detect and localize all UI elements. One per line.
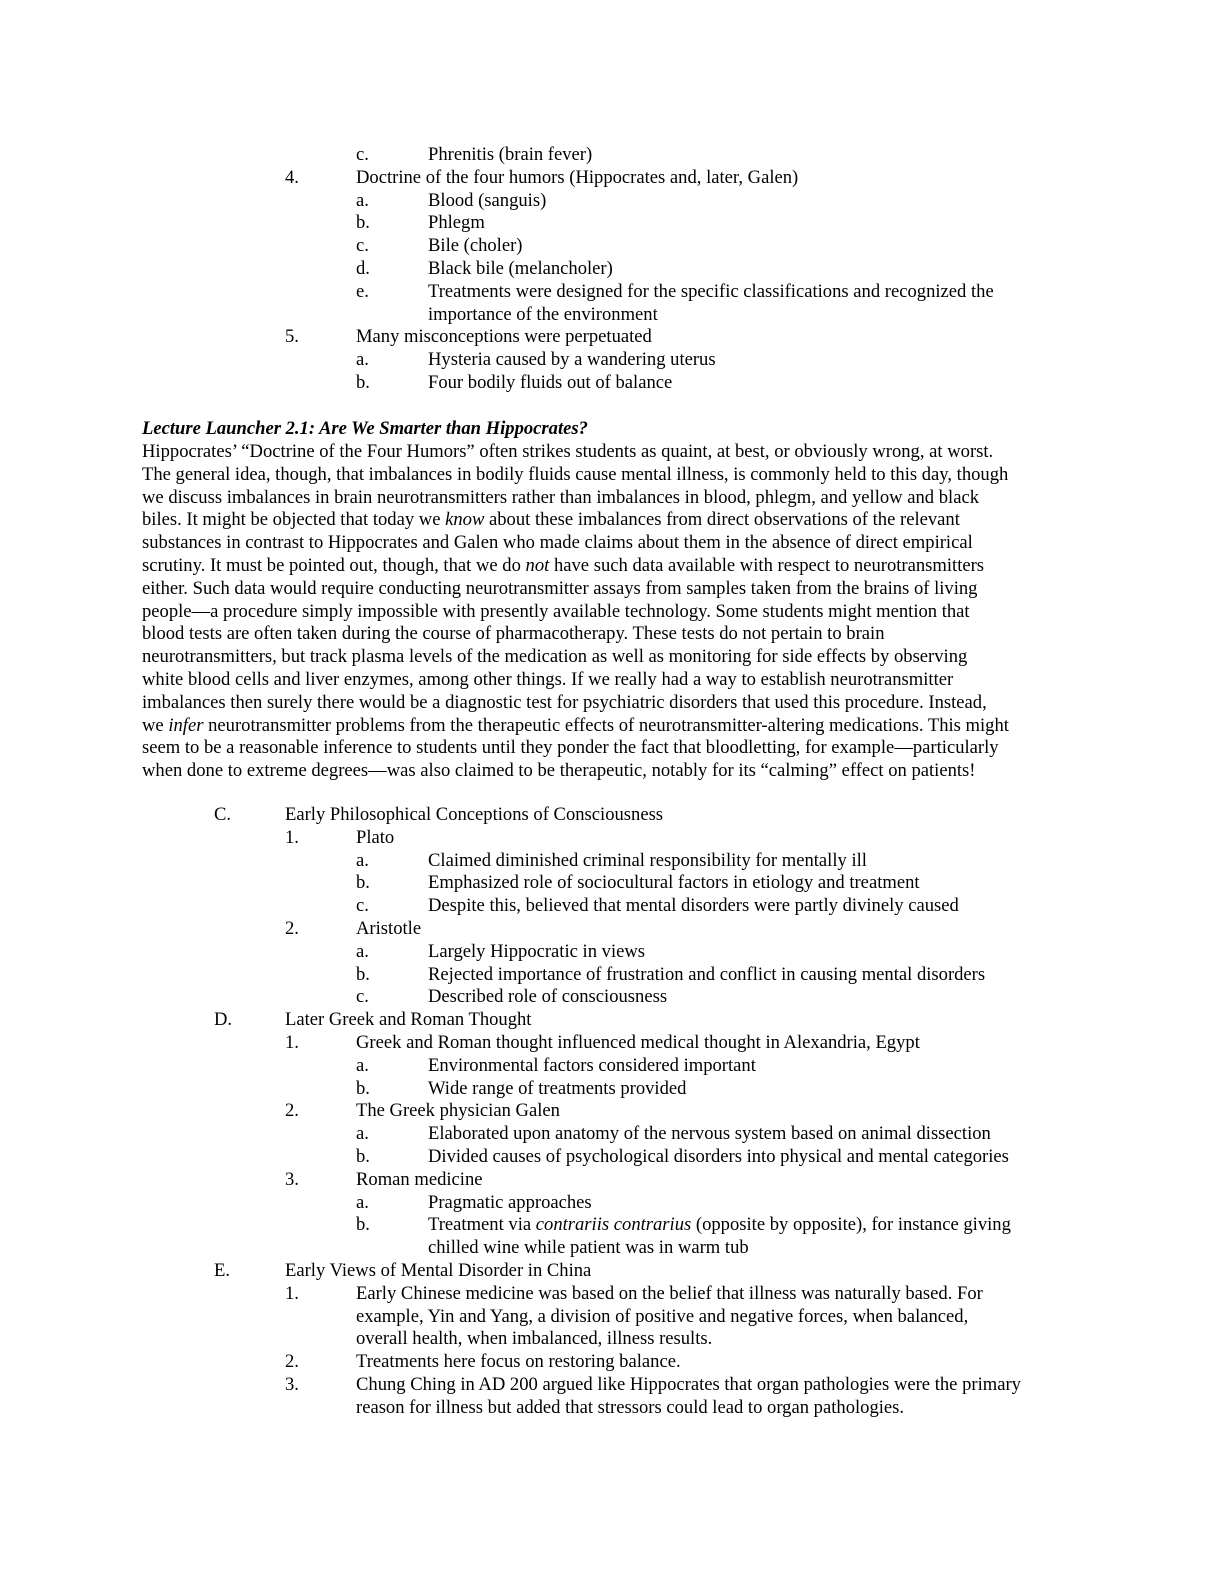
outline-label: a. bbox=[356, 849, 369, 871]
text-run: Treatment via bbox=[428, 1214, 536, 1236]
emphasis-not: not bbox=[525, 554, 550, 576]
paragraph-line: when done to extreme degrees—was also claimed to be therapeutic, notably for its “calming” effect on patients! bbox=[142, 760, 976, 782]
outline-label: E. bbox=[214, 1260, 231, 1281]
outline-item-text: Plato bbox=[356, 826, 395, 848]
outline-label: a. bbox=[356, 940, 369, 962]
outline-item-text: chilled wine while patient was in warm tub bbox=[428, 1237, 749, 1259]
outline-item-text: Environmental factors considered important bbox=[428, 1054, 756, 1076]
outline-item-text: Chung Ching in AD 200 argued like Hippocrates that organ pathologies were the primary bbox=[356, 1374, 1021, 1395]
outline-label: b. bbox=[356, 212, 370, 234]
outline-item-text: Later Greek and Roman Thought bbox=[285, 1009, 532, 1031]
outline-label: c. bbox=[356, 986, 369, 1008]
paragraph-line: either. Such data would require conducting neurotransmitter assays from samples taken from the brains of living bbox=[142, 577, 978, 599]
outline-label: 3. bbox=[285, 1168, 299, 1190]
outline-item-text: Emphasized role of sociocultural factors in etiology and treatment bbox=[428, 872, 920, 894]
outline-label: c. bbox=[356, 144, 369, 165]
outline-label: a. bbox=[356, 349, 369, 371]
outline-item-text: Described role of consciousness bbox=[428, 986, 668, 1008]
outline-label: a. bbox=[356, 1123, 369, 1145]
paragraph-line bbox=[142, 555, 1082, 578]
outline-item-text: Despite this, believed that mental disorders were partly divinely caused bbox=[428, 895, 959, 917]
outline-item-text: Early Views of Mental Disorder in China bbox=[285, 1260, 592, 1281]
paragraph-line: people—a procedure simply impossible with presently available technology. Some students might mention that bbox=[142, 600, 970, 622]
paragraph-line bbox=[142, 509, 1082, 532]
paragraph-line: we discuss imbalances in brain neurotransmitters rather than imbalances in blood, phlegm, and yellow and black bbox=[142, 486, 980, 508]
text-run: neurotransmitter problems from the therapeutic effects of neurotransmitter-altering medications. This might bbox=[203, 714, 1009, 736]
outline-label: 2. bbox=[285, 1351, 299, 1373]
outline-label: 1. bbox=[285, 1282, 299, 1304]
outline-item-text: Divided causes of psychological disorders into physical and mental categories bbox=[428, 1146, 1009, 1167]
outline-item-text: Treatments were designed for the specific classifications and recognized the bbox=[428, 280, 994, 302]
emphasis-know: know bbox=[445, 509, 485, 531]
paragraph-line: seem to be a reasonable inference to students until they ponder the fact that bloodletting, for example—particularly bbox=[142, 737, 999, 759]
paragraph-line: The general idea, though, that imbalances in bodily fluids cause mental illness, is commonly held to this day, though bbox=[142, 463, 1009, 485]
paragraph-line: substances in contrast to Hippocrates and Galen who made claims about them in the absence of direct empirical bbox=[142, 532, 973, 554]
outline-item-text: Treatments here focus on restoring balance. bbox=[356, 1351, 681, 1373]
text-run: we bbox=[142, 714, 169, 736]
outline-label: 2. bbox=[285, 1100, 299, 1122]
paragraph-line: neurotransmitters, but track plasma levels of the medication as well as monitoring for side effects by observing bbox=[142, 646, 968, 668]
text-run: (opposite by opposite), for instance giving bbox=[691, 1214, 1011, 1236]
outline-item-text: The Greek physician Galen bbox=[356, 1100, 560, 1122]
outline-label: b. bbox=[356, 1214, 370, 1236]
outline-item-text: Many misconceptions were perpetuated bbox=[356, 326, 652, 348]
lecture-launcher-title: Lecture Launcher 2.1: Are We Smarter than Hippocrates? bbox=[142, 418, 588, 439]
outline-label: 3. bbox=[285, 1374, 299, 1395]
outline-item-text bbox=[428, 1214, 1011, 1237]
outline-label: b. bbox=[356, 372, 370, 393]
paragraph-line bbox=[142, 715, 1082, 738]
outline-label: c. bbox=[356, 895, 369, 917]
outline-label: b. bbox=[356, 1077, 370, 1099]
outline-item-text: Bile (choler) bbox=[428, 235, 523, 257]
outline-item-text: Pragmatic approaches bbox=[428, 1191, 592, 1213]
outline-item-text: Roman medicine bbox=[356, 1168, 483, 1190]
outline-item-text: Black bile (melancholer) bbox=[428, 258, 613, 279]
outline-label: d. bbox=[356, 258, 370, 279]
outline-label: c. bbox=[356, 235, 369, 257]
outline-item-text: Four bodily fluids out of balance bbox=[428, 372, 673, 393]
outline-label: e. bbox=[356, 280, 369, 302]
text-run: biles. It might be objected that today we bbox=[142, 509, 446, 531]
outline-label: b. bbox=[356, 872, 370, 894]
outline-item-text: Wide range of treatments provided bbox=[428, 1077, 687, 1099]
paragraph-line: imbalances then surely there would be a diagnostic test for psychiatric disorders that used this procedure. Instead, bbox=[142, 691, 987, 713]
outline-item-text: importance of the environment bbox=[428, 303, 658, 325]
outline-item-text: Blood (sanguis) bbox=[428, 189, 547, 211]
outline-label: 5. bbox=[285, 326, 299, 348]
text-run: scrutiny. It must be pointed out, though, that we do bbox=[142, 554, 526, 576]
emphasis-latin: contrariis contrarius bbox=[535, 1214, 692, 1236]
outline-label: b. bbox=[356, 1146, 370, 1167]
outline-item-text: Phrenitis (brain fever) bbox=[428, 144, 593, 165]
outline-item-text: example, Yin and Yang, a division of positive and negative forces, when balanced, bbox=[356, 1305, 969, 1327]
outline-item-text: overall health, when imbalanced, illness results. bbox=[356, 1328, 713, 1350]
outline-label: b. bbox=[356, 963, 370, 985]
text-run: about these imbalances from direct observations of the relevant bbox=[484, 509, 960, 531]
outline-item-text: Phlegm bbox=[428, 212, 485, 234]
paragraph-line: blood tests are often taken during the course of pharmacotherapy. These tests do not pertain to brain bbox=[142, 623, 885, 645]
outline-label: a. bbox=[356, 189, 369, 211]
outline-item-text: Rejected importance of frustration and conflict in causing mental disorders bbox=[428, 963, 986, 985]
outline-item-text: Greek and Roman thought influenced medical thought in Alexandria, Egypt bbox=[356, 1032, 920, 1053]
lecture-launcher-paragraph bbox=[142, 441, 1082, 783]
outline-label: 1. bbox=[285, 826, 299, 848]
emphasis-infer: infer bbox=[168, 714, 204, 736]
outline-item-text: reason for illness but added that stressors could lead to organ pathologies. bbox=[356, 1396, 905, 1418]
outline-item-text: Early Chinese medicine was based on the belief that illness was naturally based. For bbox=[356, 1282, 983, 1304]
outline-item-text: Aristotle bbox=[356, 918, 422, 939]
outline-label: 4. bbox=[285, 166, 299, 188]
paragraph-line: white blood cells and liver enzymes, among other things. If we really had a way to establish neurotransmitter bbox=[142, 668, 954, 690]
outline-item-text: Elaborated upon anatomy of the nervous system based on animal dissection bbox=[428, 1123, 991, 1145]
outline-item-text: Hysteria caused by a wandering uterus bbox=[428, 349, 716, 371]
outline-label: 2. bbox=[285, 918, 299, 939]
outline-item-text: Early Philosophical Conceptions of Consciousness bbox=[285, 804, 664, 825]
outline-label: C. bbox=[214, 804, 232, 825]
outline-item-text: Largely Hippocratic in views bbox=[428, 940, 646, 962]
outline-label: a. bbox=[356, 1191, 369, 1213]
outline-label: 1. bbox=[285, 1032, 299, 1053]
outline-item-text: Claimed diminished criminal responsibility for mentally ill bbox=[428, 849, 867, 871]
text-run: have such data available with respect to neurotransmitters bbox=[549, 554, 985, 576]
outline-label: a. bbox=[356, 1054, 369, 1076]
outline-item-text: Doctrine of the four humors (Hippocrates and, later, Galen) bbox=[356, 166, 799, 188]
paragraph-line: Hippocrates’ “Doctrine of the Four Humors” often strikes students as quaint, at best, or obviously wrong, at worst. bbox=[142, 441, 994, 462]
outline-label: D. bbox=[214, 1009, 233, 1031]
